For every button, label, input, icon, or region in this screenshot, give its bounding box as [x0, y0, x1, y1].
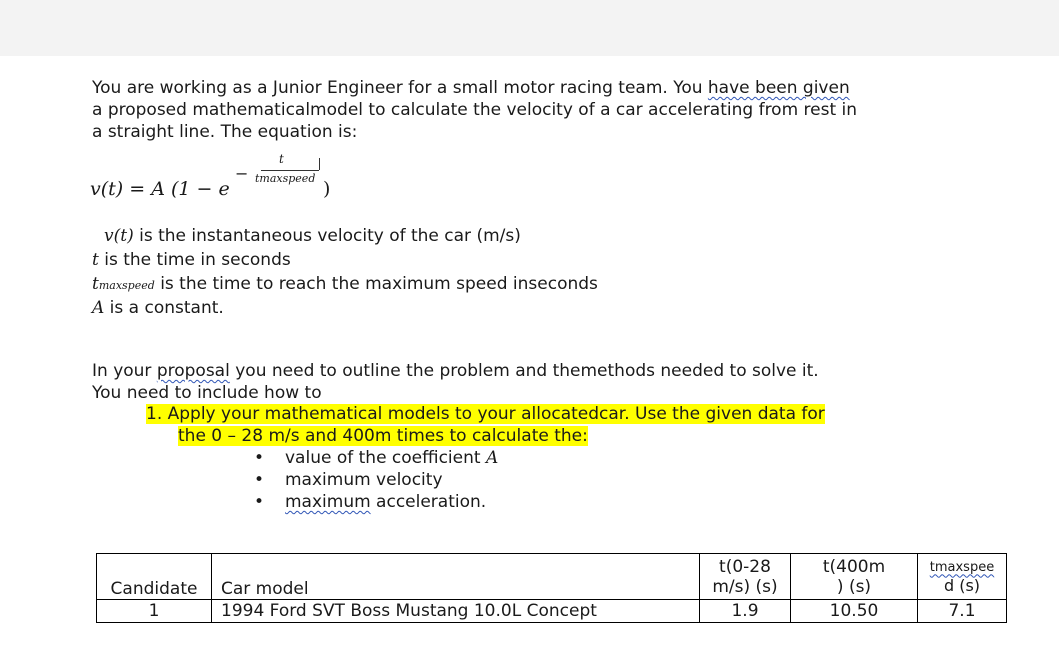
header-text: ) (s)	[836, 576, 872, 597]
definition-text: is a constant.	[104, 298, 224, 318]
definitions-list	[92, 224, 598, 320]
header-t0-28	[700, 554, 791, 600]
proposal-paragraph	[92, 360, 922, 404]
intro-line-2: a proposed mathematicalmodel to calculate the velocity of a car accelerating from rest in	[92, 100, 858, 120]
equation-close-paren: )	[323, 178, 331, 200]
proposal-line-1	[92, 360, 922, 382]
bullet-item	[254, 447, 498, 469]
intro-paragraph	[92, 77, 922, 143]
intro-line-3: a straight line. The equation is:	[92, 122, 358, 142]
definition-v	[92, 224, 598, 248]
definition-t	[92, 248, 598, 272]
intro-line-1	[92, 77, 922, 99]
exponent-numerator: t	[279, 152, 284, 166]
velocity-equation	[90, 152, 331, 200]
proposal-text: In your	[92, 361, 157, 381]
definition-text: is the time to reach the maximum speed inseconds	[154, 274, 598, 294]
definition-text: is the time in seconds	[98, 250, 291, 270]
header-text: t(0-28	[719, 556, 771, 577]
intro-text: You are working as a Junior Engineer for a small motor racing team. You	[92, 78, 708, 98]
bullet-text: acceleration.	[370, 492, 487, 512]
definition-text: is the instantaneous velocity of the car (m/s)	[133, 226, 521, 246]
highlighted-text: the 0 – 28 m/s and 400m times to calculate the:	[178, 426, 588, 446]
equation-lhs: v(t) = A (1 − e	[90, 178, 230, 200]
cell-candidate: 1	[97, 600, 212, 623]
bullet-text: maximum velocity	[285, 470, 443, 490]
spellcheck-flag[interactable]: maximum	[285, 492, 371, 512]
fraction-tick	[319, 158, 320, 170]
table-header-row	[97, 554, 1007, 600]
symbol-v: v(t)	[104, 226, 134, 246]
symbol-tmax: t	[92, 274, 99, 294]
proposal-line-2: You need to include how to	[92, 383, 322, 403]
exponent-minus: −	[235, 164, 249, 183]
bullet-list	[254, 447, 498, 513]
header-text: t(400m	[822, 556, 886, 577]
cell-t400: 10.50	[791, 600, 918, 623]
cell-t0-28: 1.9	[700, 600, 791, 623]
header-text: m/s) (s)	[712, 576, 778, 597]
symbol-t: t	[92, 250, 99, 270]
bullet-item	[254, 491, 498, 513]
header-car-model: Car model	[212, 554, 700, 600]
spellcheck-flag[interactable]: have been given	[707, 78, 850, 98]
symbol-tmax-subscript: maxspeed	[98, 279, 155, 292]
top-toolbar-strip	[0, 0, 1059, 56]
header-text: tmaxspee	[929, 559, 995, 575]
car-data-table	[96, 553, 1007, 623]
cell-tmaxspeed: 7.1	[918, 600, 1007, 623]
bullet-item	[254, 469, 498, 491]
header-t400	[791, 554, 918, 600]
spellcheck-flag[interactable]: proposal	[156, 361, 230, 381]
definition-a	[92, 296, 598, 320]
header-candidate: Candidate	[97, 554, 212, 600]
symbol-a: A	[92, 298, 105, 318]
highlighted-text: 1. Apply your mathematical models to your allocatedcar. Use the given data for	[146, 404, 825, 424]
proposal-text: you need to outline the problem and themethods needed to solve it.	[229, 361, 819, 381]
cell-car-model: 1994 Ford SVT Boss Mustang 10.0L Concept	[212, 600, 700, 623]
exponent-denominator: tmaxspeed	[255, 172, 316, 185]
symbol-a: A	[485, 448, 499, 468]
equation-exponent	[235, 152, 325, 198]
header-text: d (s)	[943, 575, 981, 595]
header-tmaxspeed	[918, 554, 1007, 600]
table-row	[97, 600, 1007, 623]
definition-tmaxspeed	[92, 272, 598, 296]
numbered-item-1	[146, 403, 825, 447]
fraction-bar	[261, 170, 319, 171]
bullet-text: value of the coefficient	[285, 448, 486, 468]
